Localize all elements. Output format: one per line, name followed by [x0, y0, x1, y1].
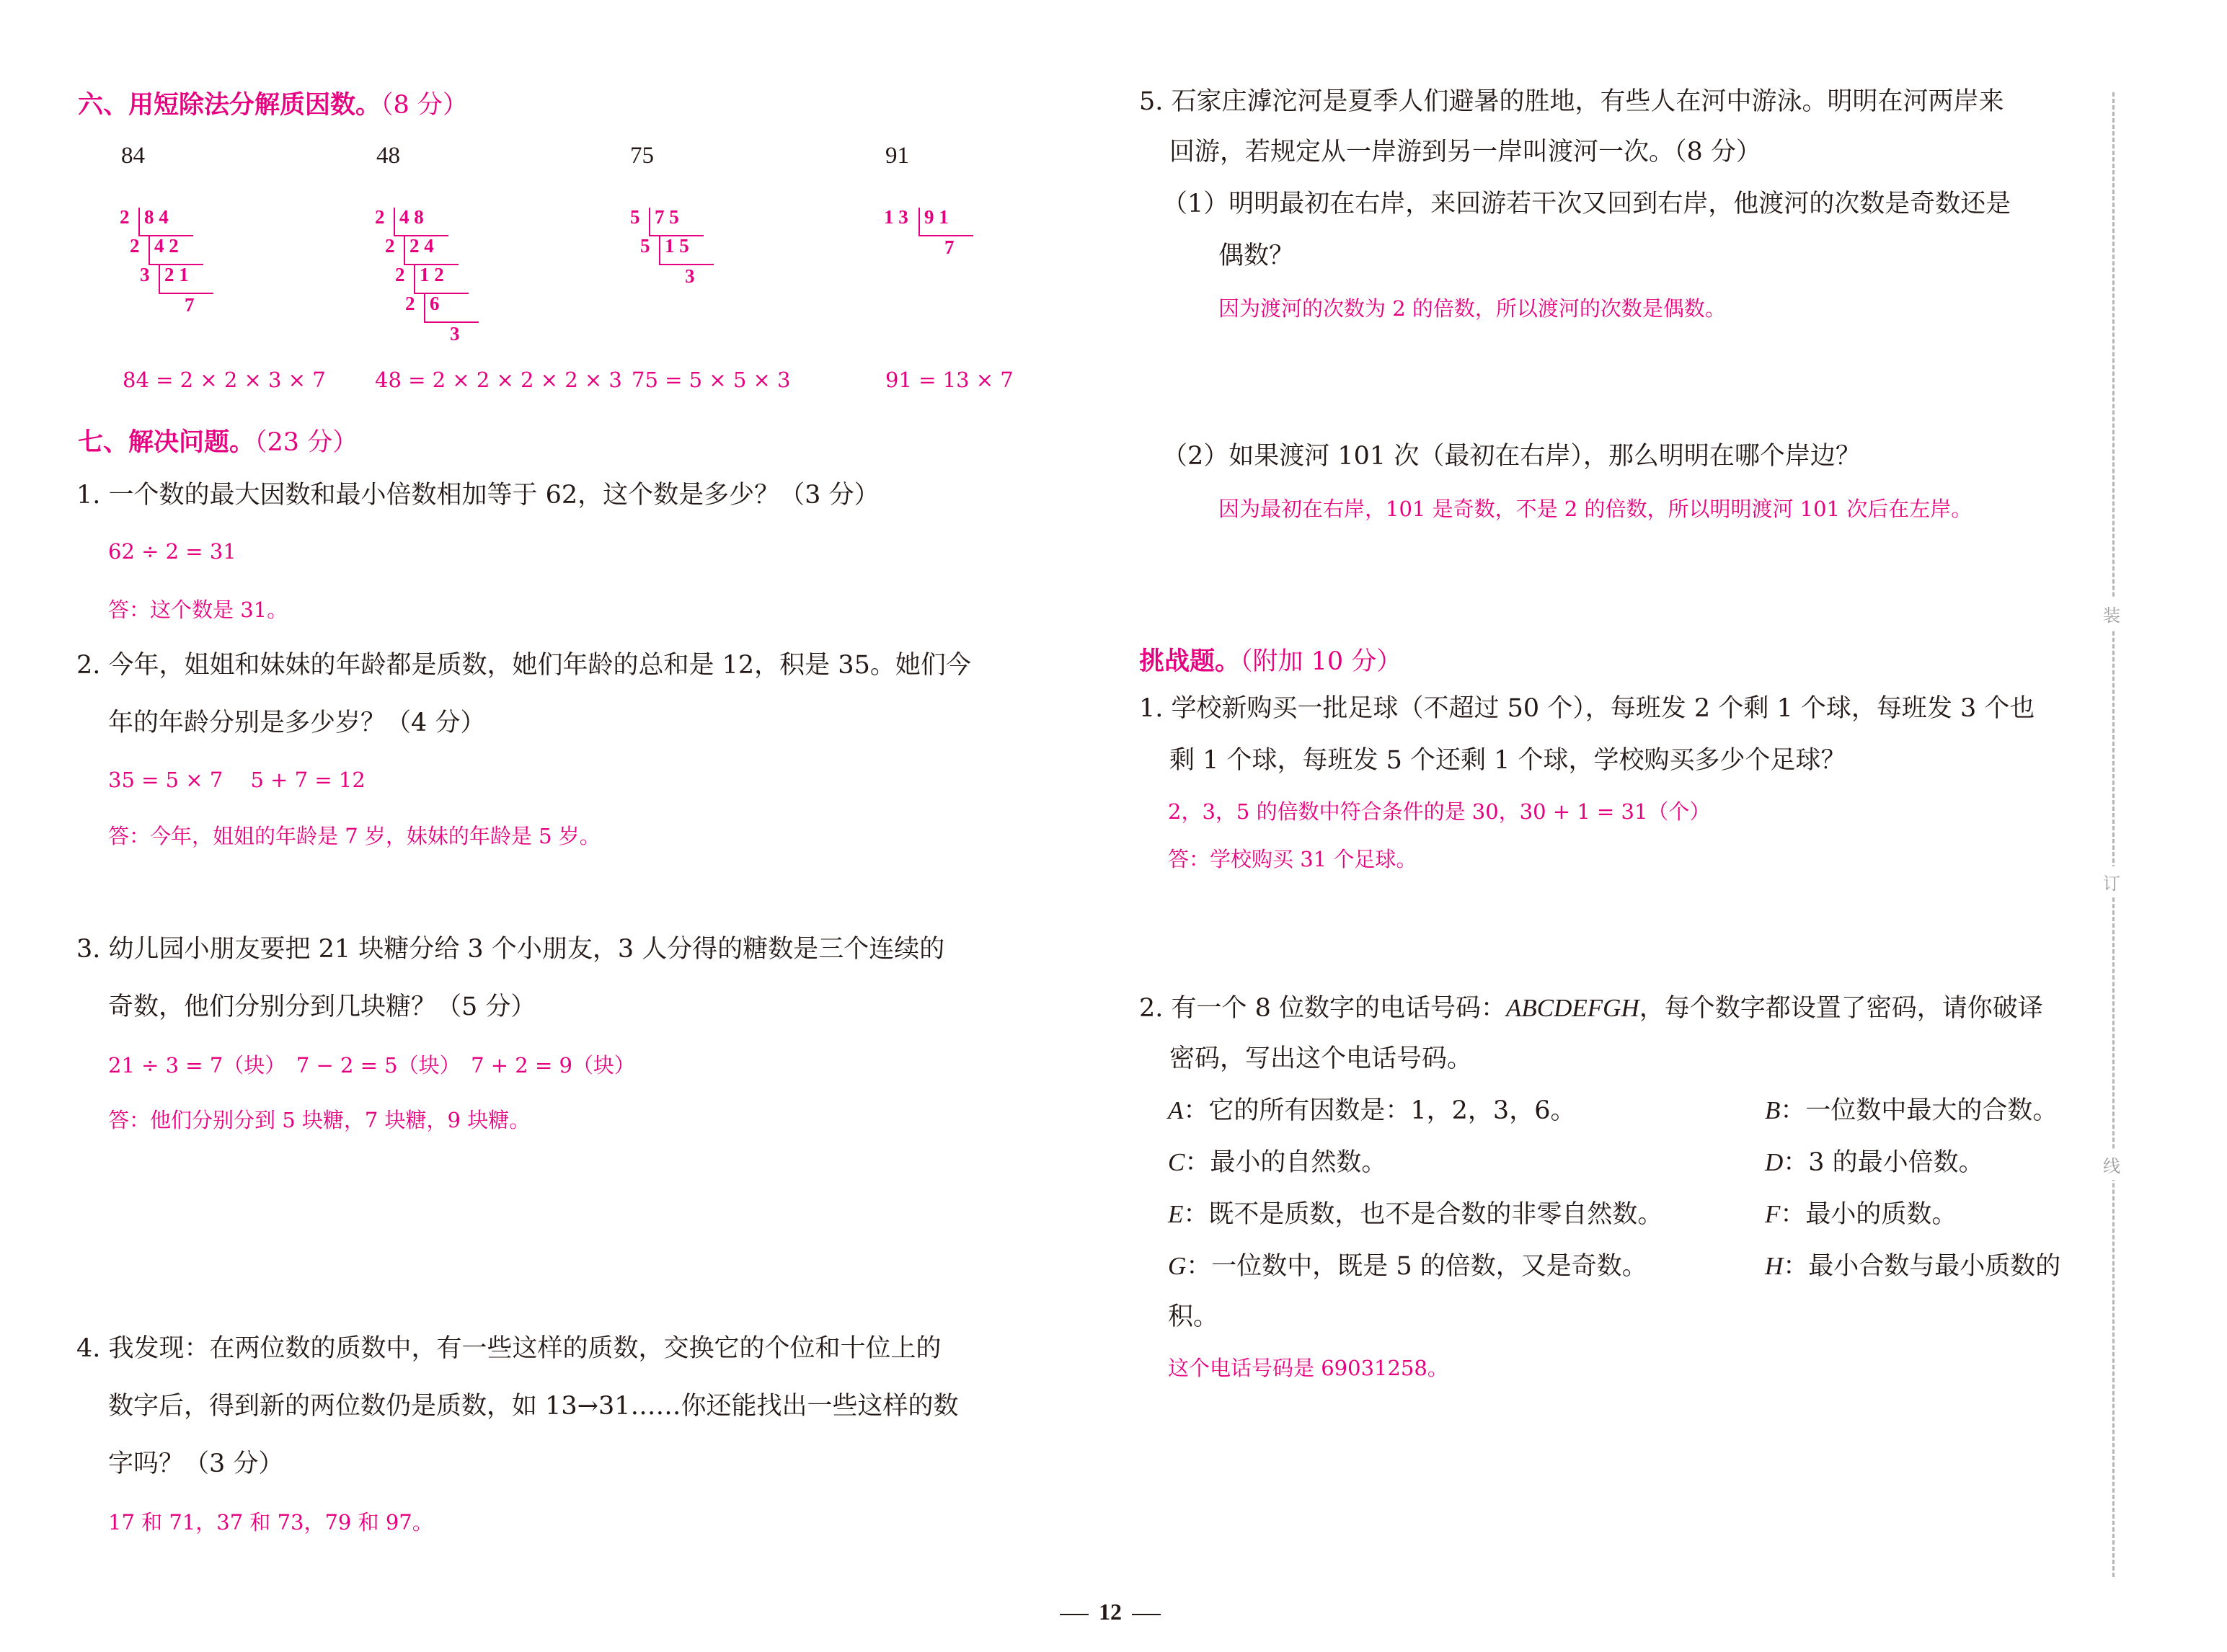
short-division-91 — [884, 206, 1057, 372]
ladder-dividend: 1 5 — [665, 235, 689, 257]
clue-key: B — [1765, 1096, 1781, 1124]
ladder-dividend: 9 1 — [924, 206, 949, 228]
q2-line1: 2. 今年，姐姐和妹妹的年龄都是质数，她们年龄的总和是 12，积是 35。她们今 — [76, 651, 971, 680]
ladder-quotient: 7 — [185, 294, 195, 316]
c2-line2: 密码，写出这个电话号码。 — [1169, 1044, 1473, 1073]
number-84: 84 — [121, 143, 145, 169]
q4-answer: 17 和 71，37 和 73，79 和 97。 — [108, 1510, 433, 1535]
ladder-dividend: 6 — [430, 293, 440, 314]
ladder-horizontal-line — [414, 293, 469, 294]
ladder-vertical-line — [918, 208, 920, 235]
clue-text: ：最小的自然数。 — [1185, 1148, 1387, 1177]
q3-calc: 21 ÷ 3 = 7（块） 7 − 2 = 5（块） 7 + 2 = 9（块） — [108, 1053, 635, 1078]
c2-line1 — [1139, 993, 2043, 1023]
clue-d — [1765, 1147, 1984, 1178]
section7-heading — [78, 422, 358, 458]
q1-text: 1. 一个数的最大因数和最小倍数相加等于 62，这个数是多少？（3 分） — [76, 481, 880, 510]
ladder-quotient: 3 — [450, 323, 460, 345]
q4-line2: 数字后，得到新的两位数仍是质数，如 13→31……你还能找出一些这样的数 — [108, 1392, 959, 1421]
ladder-vertical-line — [424, 294, 425, 321]
clue-key: C — [1168, 1148, 1185, 1176]
clue-key: D — [1765, 1148, 1784, 1176]
ladder-quotient: 7 — [944, 236, 955, 258]
challenge-heading — [1139, 641, 1402, 678]
q5-line1: 5. 石家庄滹沱河是夏季人们避暑的胜地，有些人在河中游泳。明明在河两岸来 — [1139, 87, 2004, 116]
ladder-vertical-line — [659, 236, 660, 264]
number-75: 75 — [630, 143, 654, 169]
c2-code: ABCDEFGH — [1506, 994, 1639, 1022]
short-division-75 — [630, 206, 803, 372]
q5-part2-answer: 因为最初在右岸，101 是奇数，不是 2 的倍数，所以明明渡河 101 次后在左岸。 — [1218, 497, 1973, 521]
challenge-title: 挑战题。 — [1139, 647, 1241, 676]
footer-dash-right — [1132, 1614, 1161, 1615]
c2-answer: 这个电话号码是 69031258。 — [1168, 1356, 1448, 1380]
clue-text: ：最小合数与最小质数的 — [1783, 1252, 2061, 1281]
ladder-dividend: 2 1 — [164, 264, 189, 285]
c2-line1-post: ，每个数字都设置了密码，请你破译 — [1639, 994, 2043, 1023]
challenge-points: （附加 10 分） — [1240, 647, 1402, 676]
ladder-divisor: 3 — [140, 264, 150, 285]
page-footer — [1038, 1599, 1182, 1625]
binding-char-xian: 线 — [2103, 1149, 2120, 1180]
q5-part1-line1: （1）明明最初在右岸，来回游若干次又回到右岸，他渡河的次数是奇数还是 — [1162, 190, 2011, 218]
clue-c — [1168, 1147, 1386, 1178]
clue-text: ：3 的最小倍数。 — [1783, 1148, 1984, 1177]
q2-line2: 年的年龄分别是多少岁？（4 分） — [108, 709, 486, 737]
clue-key: G — [1168, 1252, 1187, 1280]
ladder-vertical-line — [394, 208, 395, 235]
ladder-dividend: 4 8 — [399, 206, 424, 228]
q4-line1: 4. 我发现：在两位数的质数中，有一些这样的质数，交换它的个位和十位上的 — [76, 1334, 942, 1363]
clue-key: A — [1168, 1096, 1184, 1124]
factorization-91: 91 = 13 × 7 — [885, 368, 1014, 392]
clue-text: ：最小的质数。 — [1780, 1200, 1957, 1229]
ladder-divisor: 2 — [385, 235, 395, 257]
ladder-vertical-line — [649, 208, 650, 235]
clue-h — [1765, 1251, 2060, 1282]
q3-line1: 3. 幼儿园小朋友要把 21 块糖分给 3 个小朋友，3 人分得的糖数是三个连续的 — [76, 935, 945, 964]
clue-key: F — [1765, 1200, 1781, 1228]
ladder-divisor: 2 — [130, 235, 140, 257]
ladder-quotient: 3 — [685, 265, 695, 287]
ladder-divisor: 2 — [405, 293, 415, 314]
ladder-vertical-line — [404, 236, 405, 264]
ladder-dividend: 1 2 — [420, 264, 444, 285]
binding-dashed-line — [2112, 92, 2115, 1577]
clue-b — [1765, 1096, 2058, 1126]
q3-line2: 奇数，他们分别分到几块糖？（5 分） — [108, 992, 536, 1021]
q2-calc: 35 = 5 × 7 5 + 7 = 12 — [108, 768, 366, 792]
clue-key: H — [1765, 1252, 1784, 1280]
ladder-dividend: 7 5 — [655, 206, 679, 228]
q5-part1-answer: 因为渡河的次数为 2 的倍数，所以渡河的次数是偶数。 — [1218, 296, 1726, 321]
section7-title: 七、解决问题。 — [78, 427, 255, 457]
ladder-vertical-line — [149, 236, 150, 264]
ladder-divisor: 2 — [395, 264, 405, 285]
ladder-dividend: 2 4 — [409, 235, 434, 257]
ladder-divisor: 2 — [375, 206, 385, 228]
clue-a — [1168, 1096, 1575, 1126]
clue-text: ：一位数中，既是 5 的倍数，又是奇数。 — [1186, 1252, 1647, 1281]
ladder-divisor: 5 — [630, 206, 640, 228]
q1-calc: 62 ÷ 2 = 31 — [108, 539, 236, 564]
section6-points: （8 分） — [381, 91, 468, 120]
c1-answer: 答：学校购买 31 个足球。 — [1168, 847, 1417, 871]
section6-title: 六、用短除法分解质因数。 — [78, 90, 381, 120]
q5-part2-text: （2）如果渡河 101 次（最初在右岸），那么明明在哪个岸边？ — [1162, 442, 1861, 471]
clue-text: ：既不是质数，也不是合数的非零自然数。 — [1183, 1200, 1663, 1229]
ladder-dividend: 8 4 — [144, 206, 169, 228]
clue-e — [1168, 1199, 1662, 1230]
clue-h-continued: 积。 — [1168, 1302, 1219, 1331]
c2-line1-pre: 2. 有一个 8 位数字的电话号码： — [1139, 994, 1507, 1023]
q4-line3: 字吗？（3 分） — [108, 1449, 284, 1478]
short-division-48 — [375, 206, 548, 372]
ladder-vertical-line — [159, 265, 160, 293]
ladder-vertical-line — [414, 265, 415, 293]
short-division-84 — [120, 206, 293, 372]
section6-heading — [78, 85, 468, 121]
factorization-48: 48 = 2 × 2 × 2 × 2 × 3 — [375, 368, 622, 392]
number-48: 48 — [376, 143, 400, 169]
q1-answer: 答：这个数是 31。 — [108, 598, 288, 622]
footer-dash-left — [1060, 1614, 1089, 1615]
q3-answer: 答：他们分别分到 5 块糖，7 块糖，9 块糖。 — [108, 1108, 531, 1132]
clue-key: E — [1168, 1200, 1184, 1228]
number-91: 91 — [885, 143, 909, 169]
c1-line2: 剩 1 个球，每班发 5 个还剩 1 个球，学校购买多少个足球？ — [1169, 746, 1846, 775]
factorization-75: 75 = 5 × 5 × 3 — [632, 368, 791, 392]
c1-line1: 1. 学校新购买一批足球（不超过 50 个），每班发 2 个剩 1 个球，每班发 3 个也 — [1139, 694, 2035, 723]
binding-char-zhuang: 装 — [2103, 598, 2120, 629]
clue-text: ：一位数中最大的合数。 — [1780, 1096, 2058, 1125]
page-number: 12 — [1099, 1599, 1122, 1625]
clue-f — [1765, 1199, 1957, 1230]
q5-part1-line2: 偶数？ — [1218, 241, 1295, 270]
binding-char-ding: 订 — [2103, 866, 2120, 897]
c1-calc: 2，3，5 的倍数中符合条件的是 30，30 + 1 = 31（个） — [1168, 799, 1711, 824]
ladder-divisor: 2 — [120, 206, 130, 228]
ladder-dividend: 4 2 — [154, 235, 179, 257]
ladder-divisor: 5 — [640, 235, 650, 257]
q2-answer: 答：今年，姐姐的年龄是 7 岁，妹妹的年龄是 5 岁。 — [108, 824, 601, 848]
section7-points: （23 分） — [254, 428, 358, 457]
ladder-vertical-line — [138, 208, 140, 235]
factorization-84: 84 = 2 × 2 × 3 × 7 — [123, 368, 326, 392]
clue-g — [1168, 1251, 1647, 1282]
ladder-divisor: 1 3 — [884, 206, 908, 228]
q5-line2: 回游，若规定从一岸游到另一岸叫渡河一次。（8 分） — [1169, 138, 1761, 166]
clue-text: ：它的所有因数是：1，2，3，6。 — [1183, 1096, 1576, 1125]
